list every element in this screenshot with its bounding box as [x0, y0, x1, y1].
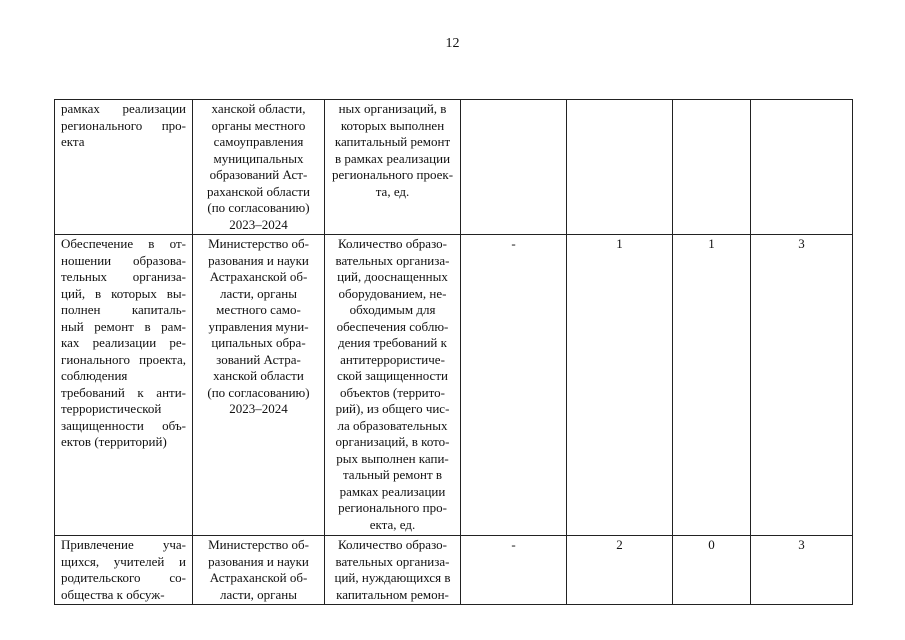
cell-text-line: образований Аст- — [209, 167, 308, 182]
cell-text-line: родительского со- — [61, 570, 186, 585]
cell-text-line: ла образовательных — [337, 417, 448, 433]
cell-text-line: 2023–2024 — [229, 401, 288, 416]
cell-text-line: Астраханской об- — [209, 570, 308, 585]
cell-text-line: в рамках реализации — [334, 150, 451, 166]
cell-text-line: организаций, в кото- — [335, 434, 450, 449]
table-body — [55, 100, 853, 605]
cell-text-line: самоуправления — [213, 134, 304, 149]
activity-cell — [55, 100, 193, 235]
cell-text-line: общества к обсуж- — [61, 586, 165, 602]
table-row — [55, 536, 853, 605]
cell-text-line: ций, дооснащенных — [337, 269, 448, 284]
page-number: 12 — [445, 36, 460, 51]
cell-text-line: екта, ед. — [369, 516, 416, 532]
cell-text-line: регионального проек- — [331, 167, 454, 182]
cell-text-line: муниципальных — [213, 150, 304, 166]
cell-text-line: регионального про- — [61, 117, 186, 133]
table-row — [55, 235, 853, 536]
cell-text-line: Министерство об- — [208, 236, 309, 251]
cell-text-line: ласти, органы — [220, 285, 297, 301]
cell-text-line: 2023–2024 — [229, 216, 288, 232]
cell-text-line: ношении образова- — [61, 252, 186, 268]
value-cell: 1 — [567, 235, 673, 536]
cell-text-line: ций, в которых вы- — [61, 285, 186, 301]
cell-text-line: (по согласованию) — [207, 200, 310, 215]
cell-text-line: ской защищенности — [337, 368, 448, 383]
activity-cell — [55, 235, 193, 536]
cell-text-line: ханской области, — [211, 101, 306, 116]
cell-text-line: вательных организа- — [335, 553, 450, 569]
cell-text-line: (по согласованию) — [207, 384, 310, 400]
value-cell: 2 — [567, 536, 673, 605]
cell-text-line: разования и науки — [208, 252, 309, 268]
value-cell: 1 — [673, 235, 751, 536]
value-cell — [673, 100, 751, 235]
cell-text-line: органы местного — [211, 117, 306, 133]
cell-text-line: екта — [61, 134, 85, 149]
cell-text-line: Количество образо- — [338, 236, 447, 251]
cell-text-line: Обеспечение в от- — [61, 236, 186, 251]
cell-text-line: капитальный ремонт — [334, 134, 451, 149]
executor-cell — [193, 100, 325, 235]
cell-text-line: Министерство об- — [208, 537, 309, 552]
cell-text-line: ханской области — [213, 368, 304, 383]
value-cell — [567, 100, 673, 235]
cell-text-line: раханской области — [207, 183, 310, 199]
cell-text-line: ласти, органы — [220, 586, 297, 602]
cell-text-line: Привлечение уча- — [61, 537, 186, 552]
cell-text-line: рамках реализации — [61, 101, 186, 116]
executor-cell — [193, 235, 325, 536]
cell-text-line: Астраханской об- — [209, 269, 308, 284]
cell-text-line: вательных организа- — [335, 252, 450, 268]
cell-text-line: соблюдения — [61, 368, 128, 383]
cell-text-line: ках реализации ре- — [61, 335, 186, 350]
cell-text-line: тальный ремонт в — [342, 467, 443, 482]
cell-text-line: ципальных обра- — [211, 335, 306, 350]
cell-text-line: антитеррористиче- — [340, 351, 445, 367]
cell-text-line: рых выполнен капи- — [336, 450, 449, 466]
cell-text-line: тельных организа- — [61, 269, 186, 284]
value-cell — [751, 100, 853, 235]
cell-text-line: дения требований к — [338, 335, 447, 350]
executor-cell — [193, 536, 325, 605]
cell-text-line: управления муни- — [208, 318, 309, 334]
value-cell: - — [461, 235, 567, 536]
indicator-cell — [325, 536, 461, 605]
cell-text-line: полнен капиталь- — [61, 302, 186, 317]
cell-text-line: регионального про- — [338, 500, 447, 515]
cell-text-line: гионального проекта, — [61, 351, 186, 367]
cell-text-line: ных организаций, в — [338, 101, 447, 116]
cell-text-line: которых выполнен — [340, 117, 445, 133]
cell-text-line: разования и науки — [208, 553, 309, 569]
cell-text-line: Количество образо- — [338, 537, 447, 552]
cell-text-line: объектов (террито- — [340, 384, 445, 400]
table-row — [55, 100, 853, 235]
cell-text-line: та, ед. — [375, 183, 410, 199]
cell-text-line: ектов (территорий) — [61, 434, 167, 449]
cell-text-line: капитальном ремон- — [336, 586, 449, 602]
cell-text-line: рамках реализации — [339, 483, 446, 499]
indicator-cell — [325, 235, 461, 536]
cell-text-line: обходимым для — [349, 302, 436, 317]
value-cell — [461, 100, 567, 235]
value-cell: 0 — [673, 536, 751, 605]
measures-table — [54, 99, 853, 605]
value-cell: 3 — [751, 536, 853, 605]
cell-text-line: защищенности объ- — [61, 417, 186, 433]
cell-text-line: ций, нуждающихся в — [334, 570, 451, 585]
value-cell: 3 — [751, 235, 853, 536]
indicator-cell — [325, 100, 461, 235]
cell-text-line: террористической — [61, 401, 162, 416]
cell-text-line: ный ремонт в рам- — [61, 318, 186, 334]
cell-text-line: обеспечения соблю- — [336, 318, 449, 334]
value-cell: - — [461, 536, 567, 605]
activity-cell — [55, 536, 193, 605]
cell-text-line: требований к анти- — [61, 384, 186, 400]
cell-text-line: оборудованием, не- — [338, 285, 447, 301]
cell-text-line: зований Астра- — [216, 351, 301, 367]
cell-text-line: местного само- — [216, 302, 301, 317]
cell-text-line: рий), из общего чис- — [335, 401, 450, 416]
cell-text-line: щихся, учителей и — [61, 553, 186, 569]
